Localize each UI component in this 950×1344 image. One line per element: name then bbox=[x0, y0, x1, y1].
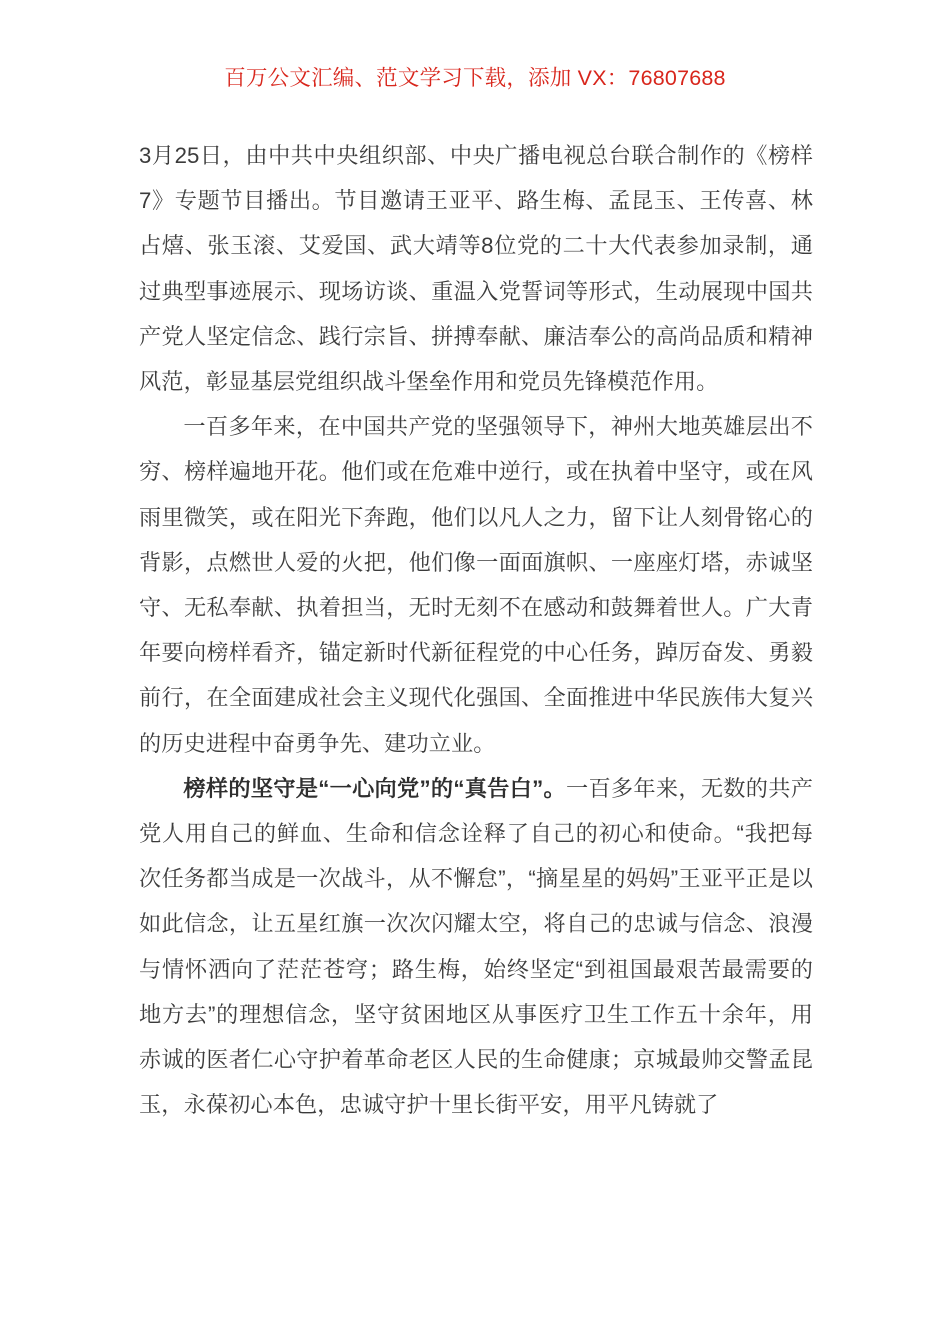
paragraph-3-body: 一百多年来，无数的共产党人用自己的鲜血、生命和信念诠释了自己的初心和使命。“我把每次任务都当成是一次战斗，从不懈怠”，“摘星星的妈妈”王亚平正是以如此信念，让五星红旗一次次闪耀太空，将自己的忠诚与信念、浪漫与情怀洒向了茫茫苍穹；路生梅，始终坚定“到祖国最艰苦最需要的地方去”的理想信念，坚守贫困地区从事医疗卫生工作五十余年，用赤诚的医者仁心守护着革命老区人民的生命健康；京城最帅交警孟昆玉，永葆初心本色，忠诚守护十里长街平安，用平凡铸就了 bbox=[139, 775, 813, 1118]
paragraph-1: 3月25日，由中共中央组织部、中央广播电视总台联合制作的《榜样7》专题节目播出。节目邀请王亚平、路生梅、孟昆玉、王传喜、林占熺、张玉滚、艾爱国、武大靖等8位党的二十大代表参加录制，通过典型事迹展示、现场访谈、重温入党誓词等形式，生动展现中国共产党人坚定信念、践行宗旨、拼搏奉献、廉洁奉公的高尚品质和精神风范，彰显基层党组织战斗堡垒作用和党员先锋模范作用。 bbox=[139, 143, 813, 395]
paragraph-2: 一百多年来，在中国共产党的坚强领导下，神州大地英雄层出不穷、榜样遍地开花。他们或在危难中逆行，或在执着中坚守，或在风雨里微笑，或在阳光下奔跑，他们以凡人之力，留下让人刻骨铭心的背影，点燃世人爱的火把，他们像一面面旗帜、一座座灯塔，赤诚坚守、无私奉献、执着担当，无时无刻不在感动和鼓舞着世人。广大青年要向榜样看齐，锚定新时代新征程党的中心任务，踔厉奋发、勇毅前行，在全面建成社会主义现代化强国、全面推进中华民族伟大复兴的历史进程中奋勇争先、建功立业。 bbox=[139, 414, 813, 756]
promo-header-text: 百万公文汇编、范文学习下载，添加 VX：76807688 bbox=[224, 66, 726, 90]
document-body bbox=[139, 133, 813, 1127]
paragraph-3-bold-lead: 榜样的坚守是“一心向党”的“真告白”。 bbox=[183, 775, 566, 801]
paragraph-3 bbox=[139, 766, 813, 1128]
